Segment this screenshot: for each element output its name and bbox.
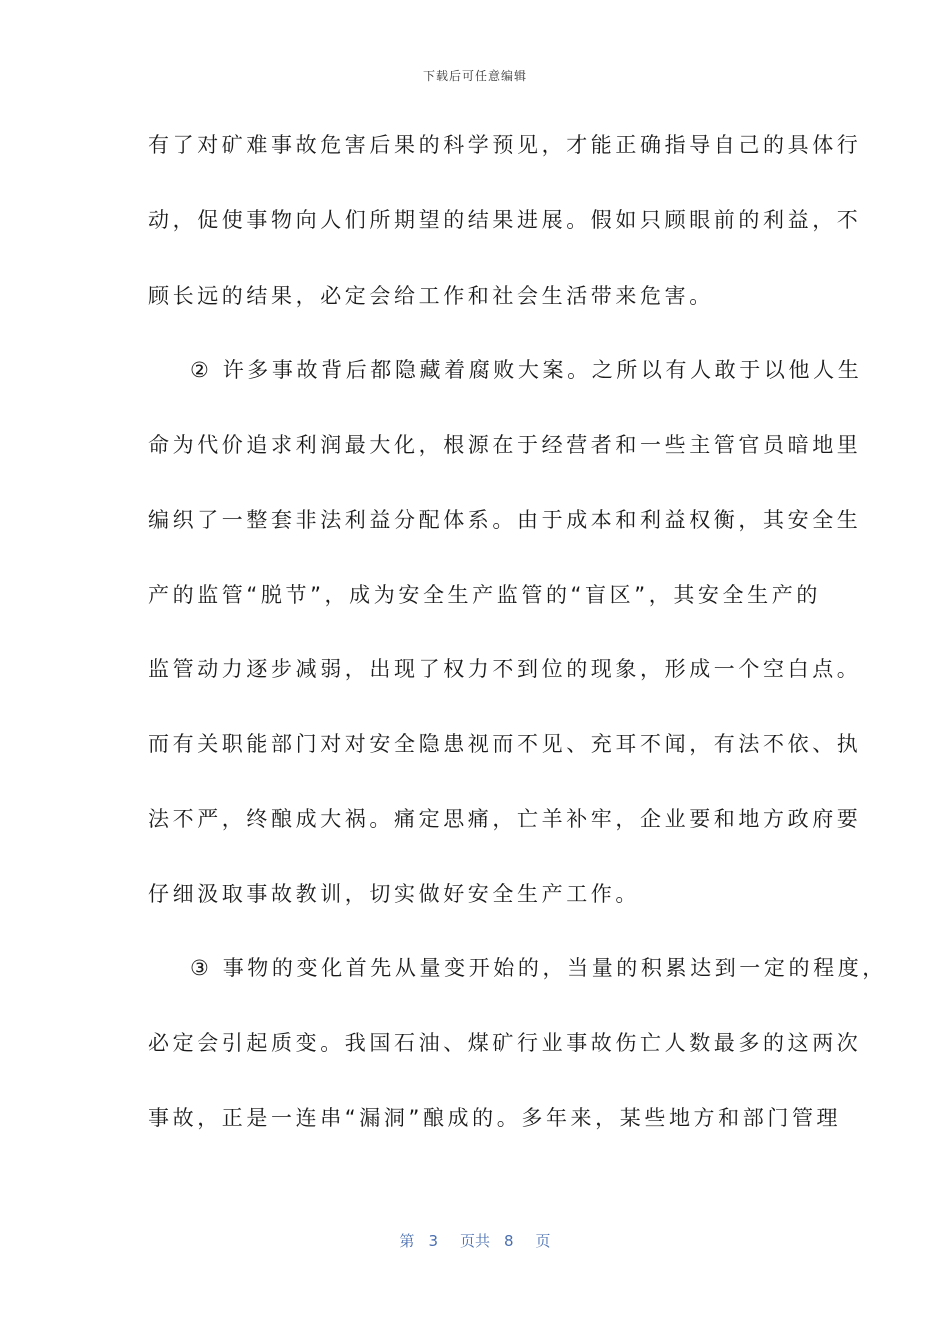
text-line: 动，促使事物向人们所期望的结果进展。假如只顾眼前的利益，不	[148, 208, 862, 232]
text-line: 事故，正是一连串“漏洞”酿成的。多年来，某些地方和部门管理	[148, 1106, 842, 1130]
text-line: 编织了一整套非法利益分配体系。由于成本和利益权衡，其安全生	[148, 508, 862, 532]
text-line: 顾长远的结果，必定会给工作和社会生活带来危害。	[148, 284, 714, 308]
text-line: 仔细汲取事故教训，切实做好安全生产工作。	[148, 882, 640, 906]
text-line: 监管动力逐步减弱，出现了权力不到位的现象，形成一个空白点。	[148, 657, 862, 681]
current-page-number: 3	[428, 1232, 438, 1250]
page-label-prefix: 第	[399, 1232, 415, 1250]
text-line: 而有关职能部门对对安全隐患视而不见、充耳不闻，有法不依、执	[148, 732, 862, 756]
page-number-footer	[0, 1230, 950, 1251]
paragraph-start-line: ② 许多事故背后都隐藏着腐败大案。之所以有人敢于以他人生	[190, 358, 863, 382]
text-line: 产的监管“脱节”，成为安全生产监管的“盲区”，其安全生产的	[148, 583, 821, 607]
paragraph-start-line: ③ 事物的变化首先从量变开始的，当量的积累达到一定的程度，	[190, 956, 887, 980]
page-label-suffix: 页	[535, 1232, 551, 1250]
total-pages-number: 8	[504, 1232, 514, 1250]
text-line: 法不严，终酿成大祸。痛定思痛，亡羊补牢，企业要和地方政府要	[148, 807, 862, 831]
text-line: 命为代价追求利润最大化，根源在于经营者和一些主管官员暗地里	[148, 433, 862, 457]
text-line: 必定会引起质变。我国石油、煤矿行业事故伤亡人数最多的这两次	[148, 1031, 862, 1055]
text-line: 有了对矿难事故危害后果的科学预见，才能正确指导自己的具体行	[148, 133, 862, 157]
page-label-middle: 页共	[459, 1232, 490, 1250]
header-note: 下载后可任意编辑	[422, 69, 527, 83]
